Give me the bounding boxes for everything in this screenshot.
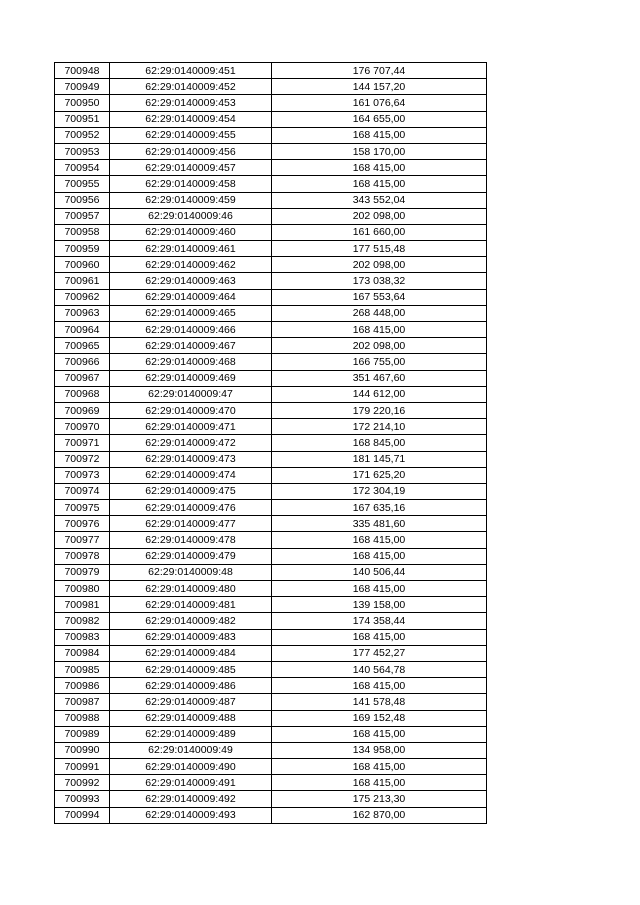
cadastral-number-cell: 62:29:0140009:456 (110, 143, 272, 159)
row-id-cell: 700961 (55, 273, 110, 289)
table-row (55, 224, 487, 240)
row-id-cell: 700986 (55, 678, 110, 694)
value-cell: 168 415,00 (272, 176, 487, 192)
row-id-cell: 700952 (55, 127, 110, 143)
table-row (55, 192, 487, 208)
table-row (55, 257, 487, 273)
table-row (55, 241, 487, 257)
cadastral-number-cell: 62:29:0140009:466 (110, 322, 272, 338)
value-cell: 168 415,00 (272, 322, 487, 338)
row-id-cell: 700967 (55, 370, 110, 386)
value-cell: 177 452,27 (272, 645, 487, 661)
cadastral-number-cell: 62:29:0140009:451 (110, 63, 272, 79)
value-cell: 202 098,00 (272, 208, 487, 224)
cadastral-number-cell: 62:29:0140009:476 (110, 500, 272, 516)
cadastral-number-cell: 62:29:0140009:489 (110, 726, 272, 742)
row-id-cell: 700989 (55, 726, 110, 742)
cadastral-number-cell: 62:29:0140009:473 (110, 451, 272, 467)
cadastral-number-cell: 62:29:0140009:453 (110, 95, 272, 111)
value-cell: 162 870,00 (272, 807, 487, 823)
table-row (55, 710, 487, 726)
cadastral-number-cell: 62:29:0140009:475 (110, 483, 272, 499)
table-row (55, 160, 487, 176)
value-cell: 144 157,20 (272, 79, 487, 95)
table-row (55, 402, 487, 418)
row-id-cell: 700950 (55, 95, 110, 111)
table-row (55, 305, 487, 321)
table-row (55, 467, 487, 483)
table-row (55, 322, 487, 338)
row-id-cell: 700988 (55, 710, 110, 726)
table-row (55, 548, 487, 564)
row-id-cell: 700980 (55, 581, 110, 597)
table-row (55, 581, 487, 597)
table-row (55, 208, 487, 224)
value-cell: 176 707,44 (272, 63, 487, 79)
row-id-cell: 700985 (55, 661, 110, 677)
table-row (55, 386, 487, 402)
row-id-cell: 700981 (55, 597, 110, 613)
cadastral-number-cell: 62:29:0140009:483 (110, 629, 272, 645)
row-id-cell: 700991 (55, 759, 110, 775)
table-row (55, 645, 487, 661)
cadastral-number-cell: 62:29:0140009:49 (110, 742, 272, 758)
table-row (55, 273, 487, 289)
value-cell: 141 578,48 (272, 694, 487, 710)
row-id-cell: 700994 (55, 807, 110, 823)
row-id-cell: 700993 (55, 791, 110, 807)
cadastral-number-cell: 62:29:0140009:454 (110, 111, 272, 127)
table-row (55, 661, 487, 677)
cadastral-number-cell: 62:29:0140009:480 (110, 581, 272, 597)
value-cell: 173 038,32 (272, 273, 487, 289)
cadastral-number-cell: 62:29:0140009:482 (110, 613, 272, 629)
table-row (55, 176, 487, 192)
value-cell: 335 481,60 (272, 516, 487, 532)
table-row (55, 759, 487, 775)
value-cell: 175 213,30 (272, 791, 487, 807)
cadastral-number-cell: 62:29:0140009:484 (110, 645, 272, 661)
table-row (55, 726, 487, 742)
row-id-cell: 700970 (55, 419, 110, 435)
row-id-cell: 700966 (55, 354, 110, 370)
row-id-cell: 700953 (55, 143, 110, 159)
value-cell: 168 415,00 (272, 581, 487, 597)
cadastral-value-table (54, 62, 487, 824)
cadastral-number-cell: 62:29:0140009:464 (110, 289, 272, 305)
row-id-cell: 700949 (55, 79, 110, 95)
row-id-cell: 700948 (55, 63, 110, 79)
row-id-cell: 700955 (55, 176, 110, 192)
value-cell: 167 635,16 (272, 500, 487, 516)
value-cell: 161 076,64 (272, 95, 487, 111)
row-id-cell: 700954 (55, 160, 110, 176)
cadastral-number-cell: 62:29:0140009:452 (110, 79, 272, 95)
cadastral-number-cell: 62:29:0140009:481 (110, 597, 272, 613)
cadastral-number-cell: 62:29:0140009:472 (110, 435, 272, 451)
row-id-cell: 700982 (55, 613, 110, 629)
value-cell: 168 415,00 (272, 548, 487, 564)
table-row (55, 807, 487, 823)
cadastral-number-cell: 62:29:0140009:485 (110, 661, 272, 677)
value-cell: 168 845,00 (272, 435, 487, 451)
table-row (55, 370, 487, 386)
table-row (55, 483, 487, 499)
table-row (55, 500, 487, 516)
row-id-cell: 700973 (55, 467, 110, 483)
value-cell: 168 415,00 (272, 775, 487, 791)
row-id-cell: 700978 (55, 548, 110, 564)
table-row (55, 451, 487, 467)
table-row (55, 143, 487, 159)
table-row (55, 63, 487, 79)
value-cell: 134 958,00 (272, 742, 487, 758)
cadastral-number-cell: 62:29:0140009:486 (110, 678, 272, 694)
value-cell: 166 755,00 (272, 354, 487, 370)
table-row (55, 79, 487, 95)
row-id-cell: 700957 (55, 208, 110, 224)
row-id-cell: 700964 (55, 322, 110, 338)
data-table-container (54, 62, 486, 824)
row-id-cell: 700968 (55, 386, 110, 402)
cadastral-number-cell: 62:29:0140009:474 (110, 467, 272, 483)
row-id-cell: 700992 (55, 775, 110, 791)
row-id-cell: 700971 (55, 435, 110, 451)
cadastral-number-cell: 62:29:0140009:458 (110, 176, 272, 192)
row-id-cell: 700951 (55, 111, 110, 127)
row-id-cell: 700977 (55, 532, 110, 548)
row-id-cell: 700965 (55, 338, 110, 354)
value-cell: 168 415,00 (272, 532, 487, 548)
value-cell: 144 612,00 (272, 386, 487, 402)
table-row (55, 791, 487, 807)
cadastral-number-cell: 62:29:0140009:465 (110, 305, 272, 321)
row-id-cell: 700963 (55, 305, 110, 321)
value-cell: 202 098,00 (272, 338, 487, 354)
value-cell: 172 304,19 (272, 483, 487, 499)
row-id-cell: 700958 (55, 224, 110, 240)
row-id-cell: 700974 (55, 483, 110, 499)
table-row (55, 564, 487, 580)
row-id-cell: 700956 (55, 192, 110, 208)
row-id-cell: 700984 (55, 645, 110, 661)
cadastral-number-cell: 62:29:0140009:491 (110, 775, 272, 791)
row-id-cell: 700990 (55, 742, 110, 758)
value-cell: 168 415,00 (272, 759, 487, 775)
table-body (55, 63, 487, 824)
value-cell: 343 552,04 (272, 192, 487, 208)
value-cell: 202 098,00 (272, 257, 487, 273)
cadastral-number-cell: 62:29:0140009:470 (110, 402, 272, 418)
row-id-cell: 700972 (55, 451, 110, 467)
row-id-cell: 700960 (55, 257, 110, 273)
value-cell: 168 415,00 (272, 127, 487, 143)
cadastral-number-cell: 62:29:0140009:47 (110, 386, 272, 402)
row-id-cell: 700979 (55, 564, 110, 580)
table-row (55, 629, 487, 645)
cadastral-number-cell: 62:29:0140009:487 (110, 694, 272, 710)
value-cell: 351 467,60 (272, 370, 487, 386)
value-cell: 179 220,16 (272, 402, 487, 418)
row-id-cell: 700959 (55, 241, 110, 257)
cadastral-number-cell: 62:29:0140009:492 (110, 791, 272, 807)
cadastral-number-cell: 62:29:0140009:461 (110, 241, 272, 257)
value-cell: 164 655,00 (272, 111, 487, 127)
value-cell: 181 145,71 (272, 451, 487, 467)
cadastral-number-cell: 62:29:0140009:493 (110, 807, 272, 823)
row-id-cell: 700987 (55, 694, 110, 710)
value-cell: 140 506,44 (272, 564, 487, 580)
value-cell: 168 415,00 (272, 629, 487, 645)
value-cell: 140 564,78 (272, 661, 487, 677)
table-row (55, 532, 487, 548)
cadastral-number-cell: 62:29:0140009:463 (110, 273, 272, 289)
table-row (55, 95, 487, 111)
row-id-cell: 700976 (55, 516, 110, 532)
value-cell: 177 515,48 (272, 241, 487, 257)
cadastral-number-cell: 62:29:0140009:459 (110, 192, 272, 208)
value-cell: 174 358,44 (272, 613, 487, 629)
row-id-cell: 700969 (55, 402, 110, 418)
table-row (55, 127, 487, 143)
value-cell: 139 158,00 (272, 597, 487, 613)
cadastral-number-cell: 62:29:0140009:455 (110, 127, 272, 143)
table-row (55, 516, 487, 532)
cadastral-number-cell: 62:29:0140009:490 (110, 759, 272, 775)
cadastral-number-cell: 62:29:0140009:468 (110, 354, 272, 370)
table-row (55, 775, 487, 791)
cadastral-number-cell: 62:29:0140009:478 (110, 532, 272, 548)
value-cell: 168 415,00 (272, 726, 487, 742)
value-cell: 168 415,00 (272, 160, 487, 176)
cadastral-number-cell: 62:29:0140009:460 (110, 224, 272, 240)
table-row (55, 678, 487, 694)
table-row (55, 597, 487, 613)
cadastral-number-cell: 62:29:0140009:467 (110, 338, 272, 354)
table-row (55, 742, 487, 758)
table-row (55, 694, 487, 710)
value-cell: 172 214,10 (272, 419, 487, 435)
table-row (55, 354, 487, 370)
cadastral-number-cell: 62:29:0140009:477 (110, 516, 272, 532)
table-row (55, 289, 487, 305)
row-id-cell: 700975 (55, 500, 110, 516)
row-id-cell: 700983 (55, 629, 110, 645)
cadastral-number-cell: 62:29:0140009:48 (110, 564, 272, 580)
value-cell: 158 170,00 (272, 143, 487, 159)
cadastral-number-cell: 62:29:0140009:488 (110, 710, 272, 726)
value-cell: 168 415,00 (272, 678, 487, 694)
table-row (55, 111, 487, 127)
cadastral-number-cell: 62:29:0140009:462 (110, 257, 272, 273)
cadastral-number-cell: 62:29:0140009:46 (110, 208, 272, 224)
row-id-cell: 700962 (55, 289, 110, 305)
table-row (55, 419, 487, 435)
value-cell: 171 625,20 (272, 467, 487, 483)
cadastral-number-cell: 62:29:0140009:469 (110, 370, 272, 386)
table-row (55, 613, 487, 629)
value-cell: 268 448,00 (272, 305, 487, 321)
value-cell: 161 660,00 (272, 224, 487, 240)
cadastral-number-cell: 62:29:0140009:479 (110, 548, 272, 564)
table-row (55, 435, 487, 451)
value-cell: 169 152,48 (272, 710, 487, 726)
table-row (55, 338, 487, 354)
cadastral-number-cell: 62:29:0140009:457 (110, 160, 272, 176)
cadastral-number-cell: 62:29:0140009:471 (110, 419, 272, 435)
value-cell: 167 553,64 (272, 289, 487, 305)
